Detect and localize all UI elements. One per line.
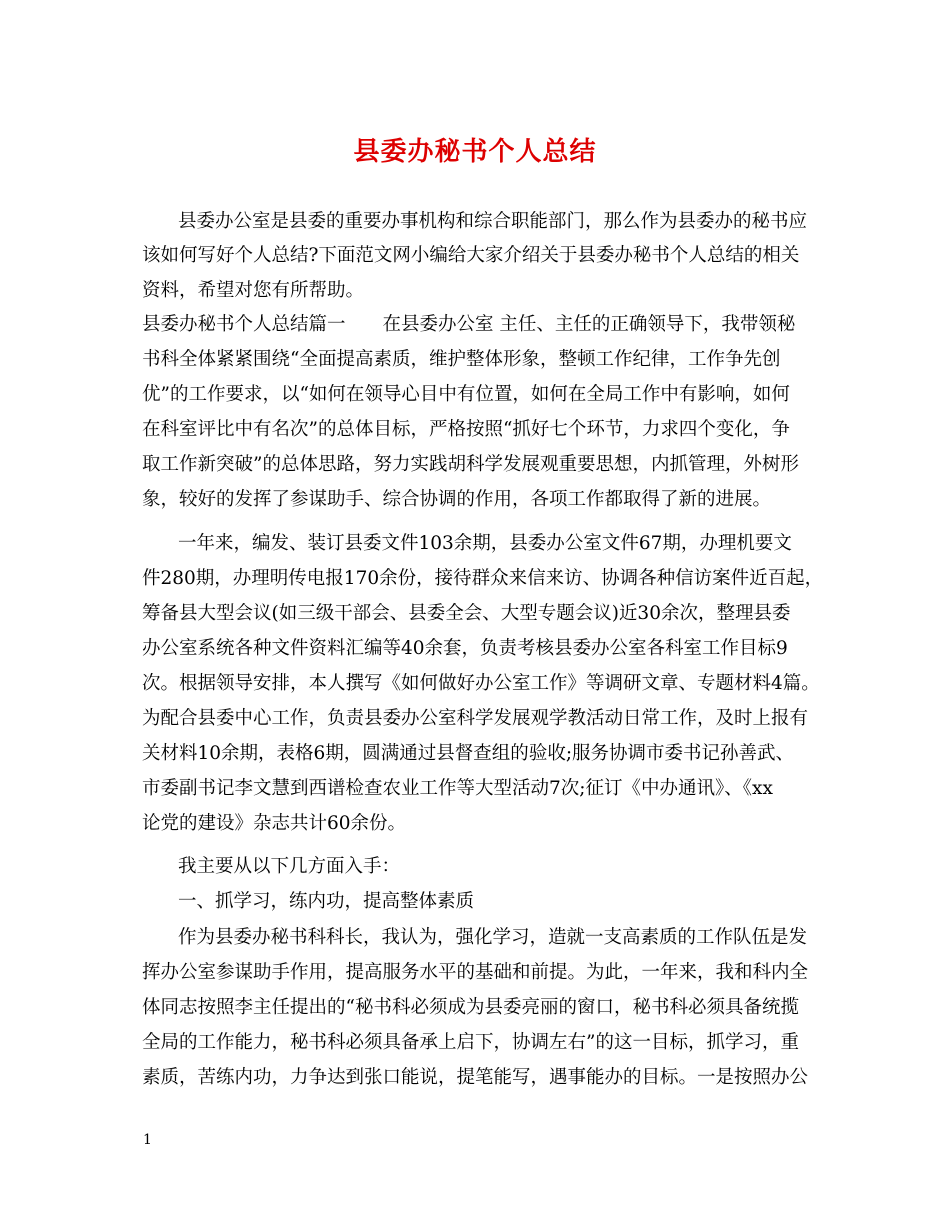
paragraph-line: 书科全体紧紧围绕“全面提高素质，维护整体形象，整顿工作纪律，工作争先创 bbox=[142, 349, 781, 370]
paragraph-line: 为配合县委中心工作，负责县委办公室科学发展观学教活动日常工作，及时上报有 bbox=[142, 708, 809, 729]
paragraph-line: 全局的工作能力，秘书科必须具备承上启下，协调左右”的这一目标，抓学习，重 bbox=[142, 1032, 799, 1053]
paragraph-line: 县委办秘书个人总结篇一 在县委办公室 主任、主任的正确领导下，我带领秘 bbox=[142, 314, 796, 335]
paragraph-line: 优”的工作要求，以“如何在领导心目中有位置，如何在全局工作中有影响，如何 bbox=[142, 384, 790, 405]
paragraph-line: 件280期，办理明传电报170余份，接待群众来信来访、协调各种信访案件近百起， bbox=[142, 568, 824, 589]
paragraph-line: 作为县委办秘书科科长，我认为，强化学习，造就一支高素质的工作队伍是发 bbox=[178, 927, 808, 948]
paragraph-line: 筹备县大型会议(如三级干部会、县委全会、大型专题会议)近30余次，整理县委 bbox=[142, 603, 791, 624]
paragraph-line: 体同志按照李主任提出的“秘书科必须成为县委亮丽的窗口，秘书科必须具备统揽 bbox=[142, 997, 799, 1018]
paragraph-line: 该如何写好个人总结?下面范文网小编给大家介绍关于县委办秘书个人总结的相关 bbox=[142, 245, 800, 266]
paragraph-line: 市委副书记李文慧到西谱检查农业工作等大型活动7次;征订《中办通讯》、《xx bbox=[142, 778, 773, 799]
paragraph-line: 象，较好的发挥了参谋助手、综合协调的作用，各项工作都取得了新的进展。 bbox=[142, 489, 772, 510]
page-number: 1 bbox=[143, 1132, 152, 1148]
paragraph-line: 素质，苦练内功，力争达到张口能说，提笔能写，遇事能办的目标。一是按照办公 bbox=[142, 1067, 809, 1088]
paragraph-line: 取工作新突破”的总体思路，努力实践胡科学发展观重要思想，内抓管理，外树形 bbox=[142, 454, 799, 475]
paragraph-line: 办公室系统各种文件资料汇编等40余套，负责考核县委办公室各科室工作目标9 bbox=[142, 638, 788, 659]
paragraph-line: 资料，希望对您有所帮助。 bbox=[142, 280, 365, 301]
paragraph-line: 县委办公室是县委的重要办事机构和综合职能部门，那么作为县委办的秘书应 bbox=[178, 211, 808, 232]
section-heading: 一、抓学习，练内功，提高整体素质 bbox=[178, 891, 475, 912]
paragraph-line: 论党的建设》杂志共计60余份。 bbox=[142, 813, 407, 834]
paragraph-line: 关材料10余期，表格6期，圆满通过县督查组的验收;服务协调市委书记孙善武、 bbox=[142, 743, 795, 764]
paragraph-line: 一年来，编发、装订县委文件103余期，县委办公室文件67期，办理机要文 bbox=[178, 533, 792, 554]
document-title: 县委办秘书个人总结 bbox=[353, 137, 597, 167]
paragraph-line: 次。根据领导安排，本人撰写《如何做好办公室工作》等调研文章、专题材料4篇。 bbox=[142, 673, 820, 694]
paragraph-line: 我主要从以下几方面入手： bbox=[178, 856, 401, 877]
paragraph-line: 在科室评比中有名次”的总体目标，严格按照“抓好七个环节，力求四个变化，争 bbox=[142, 419, 790, 440]
paragraph-line: 挥办公室参谋助手作用，提高服务水平的基础和前提。为此，一年来，我和科内全 bbox=[142, 962, 809, 983]
